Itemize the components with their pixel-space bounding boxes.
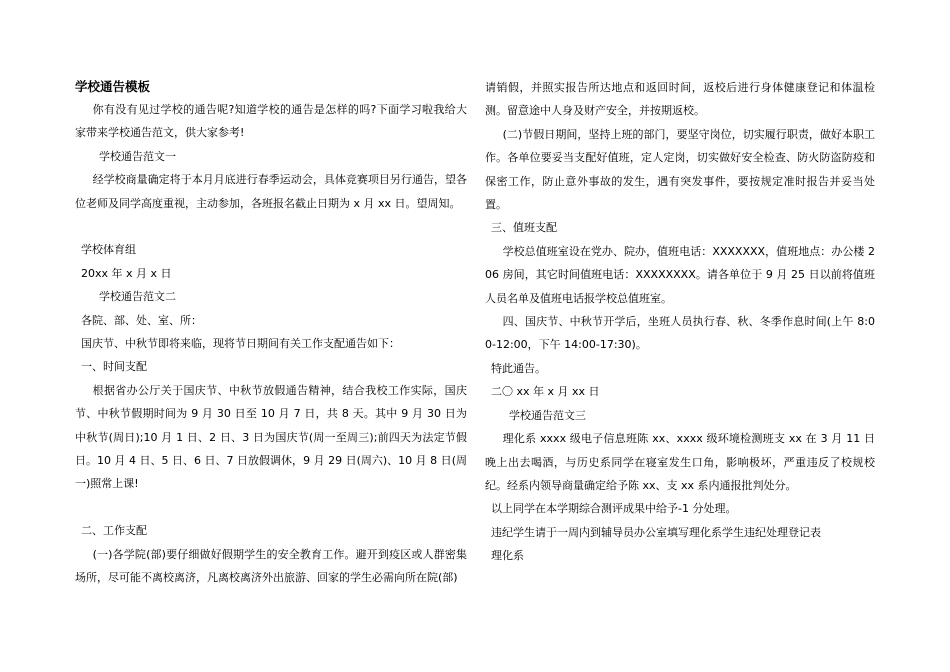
paragraph: 以上同学在本学期综合测评成果中给予-1 分处理。: [491, 502, 737, 516]
paragraph: 根据省办公厅关于国庆节、中秋节放假通告精神，结合我校工作实际，国庆节、中秋节假期时间为 9 月 30 日至 10 月 7 日，共 8 天。其中 9 月 30 日为中秋节(周日);10 月 1 日、2 日、3 日为国庆节(周一至周三);前四天为法定节假日。10 月 4 日、5 日、6 日、7 日放假调休，9 月 29 日(周六)、10 月 8 日(周一)照常上课!: [75, 383, 467, 491]
paragraph: 学校通告范文一: [99, 149, 176, 163]
paragraph: 各院、部、处、室、所：: [81, 313, 202, 327]
paragraph: 违纪学生请于一周内到辅导员办公室填写理化系学生违纪处理登记表: [491, 525, 821, 539]
blank-line: [75, 215, 467, 238]
paragraph: 你有没有见过学校的通告呢?知道学校的通告是怎样的吗?下面学习啦我给大家带来学校通告范文，供大家参考!: [75, 103, 467, 140]
document-title: 学校通告模板: [75, 79, 151, 94]
paragraph: 学校通告范文二: [99, 290, 176, 304]
paragraph: 四、国庆节、中秋节开学后，坐班人员执行春、秋、冬季作息时间(上午 8:00-12:00，下午 14:00-17:30)。: [485, 315, 875, 352]
paragraph: (二)节假日期间，坚持上班的部门，要坚守岗位，切实履行职责，做好本职工作。各单位要妥当支配好值班，定人定岗，切实做好安全检查、防火防盗防疫和保密工作，防止意外事故的发生，遇有突发事件，要按规定准时报告并妥当处置。: [485, 127, 875, 212]
paragraph: (一)各学院(部)要仔细做好假期学生的安全教育工作。避开到疫区或人群密集场所，尽可能不离校离济，凡离校离济外出旅游、回家的学生必需向所在院(部): [75, 547, 467, 585]
paragraph: 学校体育组: [81, 243, 136, 257]
blank-line: [75, 496, 467, 519]
paragraph: 请销假，并照实报告所达地点和返回时间，返校后进行身体健康登记和体温检测。留意途中人身及财产安全，并按期返校。: [485, 81, 875, 118]
paragraph: 二、工作支配: [81, 524, 147, 538]
paragraph: 经学校商量确定将于本月月底进行春季运动会，具体竞赛项目另行通告，望各位老师及同学高度重视，主动参加，各班报名截止日期为 x 月 xx 日。望周知。: [75, 173, 467, 210]
left-paragraphs: [75, 98, 467, 590]
right-column: [485, 76, 875, 568]
paragraph: 20xx 年 x 月 x 日: [81, 266, 172, 280]
paragraph: 理化系: [491, 549, 524, 563]
paragraph: 学校通告范文三: [509, 408, 586, 422]
paragraph: 二〇 xx 年 x 月 xx 日: [491, 385, 600, 399]
right-paragraphs: [485, 76, 875, 568]
paragraph: 国庆节、中秋节即将来临，现将节日期间有关工作支配通告如下：: [81, 337, 400, 351]
paragraph: 一、时间支配: [81, 360, 147, 374]
paragraph: 三、值班支配: [491, 221, 557, 235]
paragraph: 特此通告。: [491, 361, 546, 375]
left-column: [75, 76, 467, 590]
paragraph: 学校总值班室设在党办、院办，值班电话：XXXXXXX，值班地点：办公楼 206 房间，其它时间值班电话：XXXXXXXX。请各单位于 9 月 25 日以前将值班人员名单及值班电话报学校总值班室。: [485, 244, 875, 305]
paragraph: 理化系 xxxx 级电子信息班陈 xx、xxxx 级环境检测班支 xx 在 3 月 11 日晚上出去喝酒，与历史系同学在寝室发生口角，影响极坏，严重违反了校规校纪。经系内领导商量确定给予陈 xx、支 xx 系内通报批判处分。: [485, 432, 875, 492]
